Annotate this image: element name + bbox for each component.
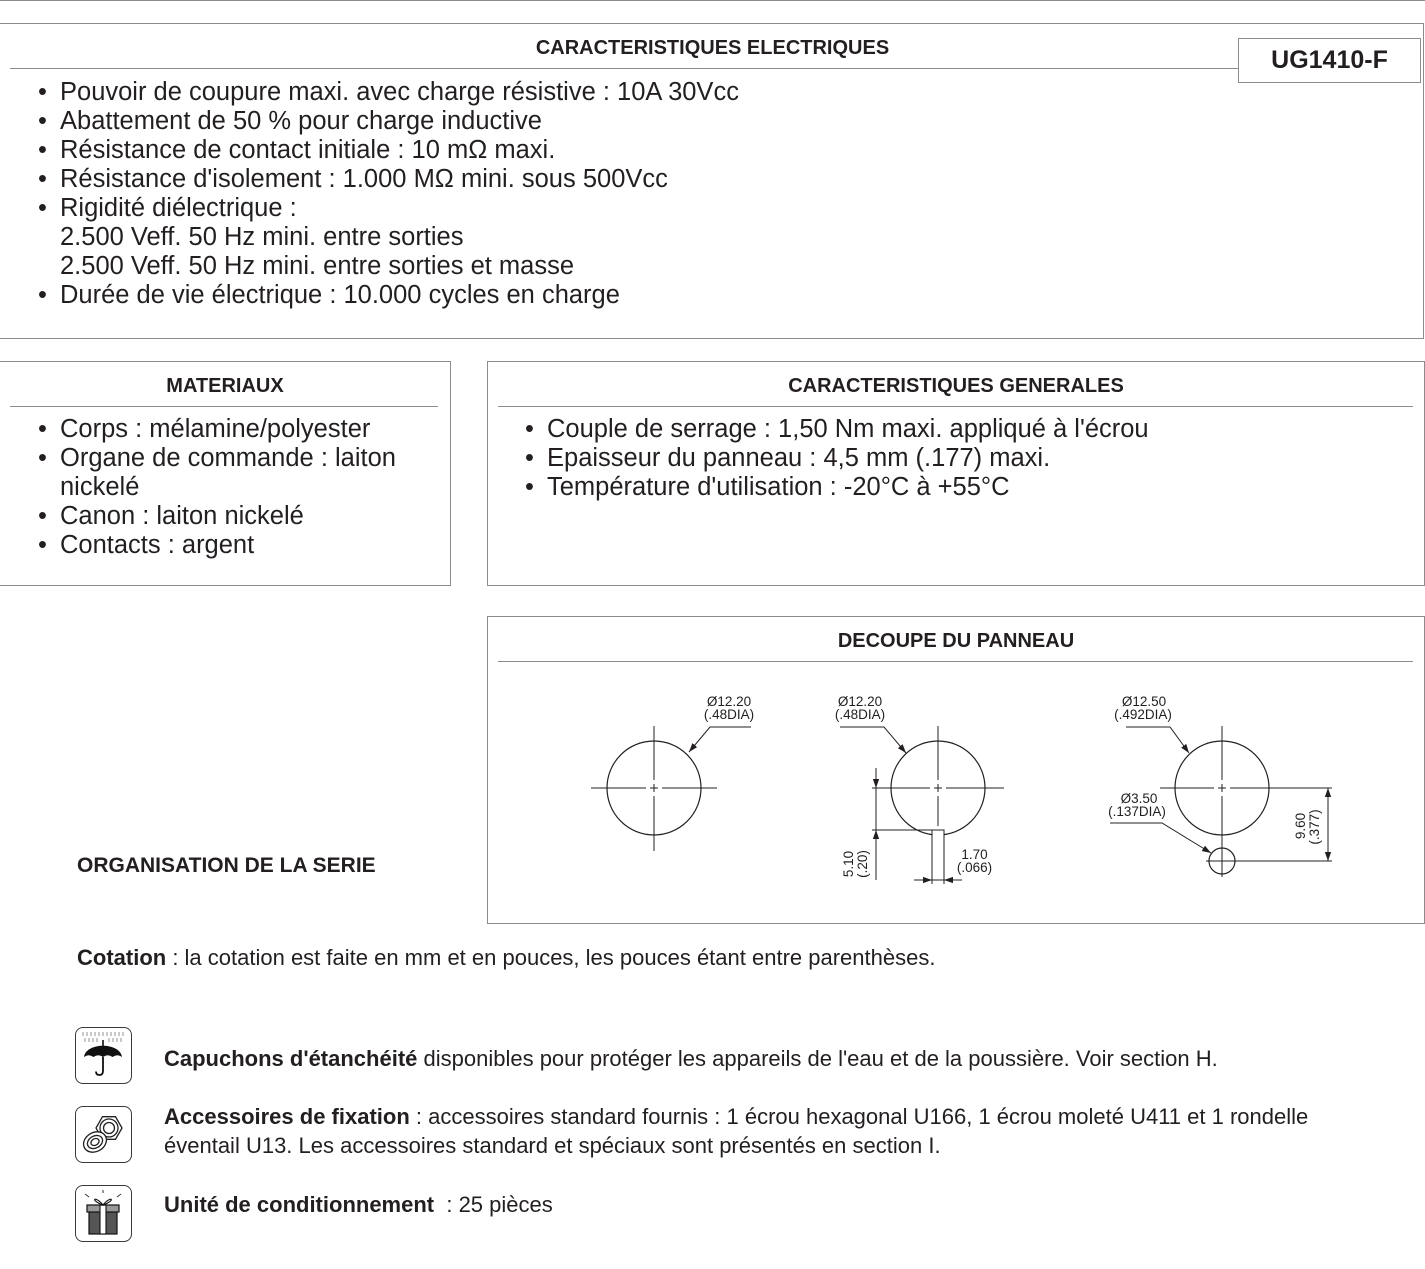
cutout-2-tab-gap bbox=[933, 831, 944, 840]
list-item: • Température d'utilisation : -20°C à +55°C bbox=[525, 473, 1149, 502]
nuts-icon bbox=[75, 1106, 132, 1163]
list-item bbox=[38, 281, 739, 310]
note-text-line2: éventail U13. Les accessoires standard et spéciaux sont présentés en section I. bbox=[164, 1133, 941, 1158]
materials-title: MATERIAUX bbox=[166, 375, 284, 397]
note-sealing-caps bbox=[164, 1044, 1218, 1073]
cutout-title: DECOUPE DU PANNEAU bbox=[837, 630, 1075, 652]
list-item: • Organe de commande : laiton nickelé bbox=[38, 444, 438, 502]
general-title: CARACTERISTIQUES GENERALES bbox=[788, 375, 1124, 397]
note-text: : accessoires standard fournis : 1 écrou hexagonal U166, 1 écrou moleté U411 et 1 rondelle bbox=[409, 1104, 1309, 1129]
dimensioning-label: Cotation bbox=[77, 945, 167, 970]
gift-box-icon bbox=[75, 1185, 132, 1242]
list-item: • Contacts : argent bbox=[38, 531, 438, 560]
electrical-title-rule bbox=[10, 68, 1238, 69]
list-item bbox=[38, 165, 739, 194]
product-reference: UG1410-F bbox=[1238, 38, 1421, 83]
list-item-subline: 2.500 Veff. 50 Hz mini. entre sorties et masse bbox=[60, 252, 575, 280]
cutout-2-centerlines bbox=[872, 726, 1004, 826]
note-packaging-unit bbox=[164, 1190, 553, 1219]
cutout-2-tab-height-mm: 5.10 bbox=[841, 850, 856, 878]
note-label: Capuchons d'étanchéité bbox=[164, 1046, 418, 1071]
list-item-text: Résistance de contact initiale : 10 mΩ maxi. bbox=[60, 136, 556, 164]
cutout-3-pin-diameter-in: (.137DIA) bbox=[1108, 804, 1166, 819]
cutout-3-pin-diameter-mm: Ø3.50 bbox=[1120, 791, 1158, 806]
cutout-3-pin-offset-mm: 9.60 bbox=[1293, 812, 1308, 840]
list-item bbox=[38, 194, 739, 281]
list-item-text: Résistance d'isolement : 1.000 MΩ mini. sous 500Vcc bbox=[60, 165, 668, 193]
cutout-2-tab-width-mm: 1.70 bbox=[961, 847, 988, 862]
cutout-1-diameter-in: (.48DIA) bbox=[703, 707, 755, 722]
list-item: • Epaisseur du panneau : 4,5 mm (.177) maxi. bbox=[525, 444, 1149, 473]
list-item-text: Abattement de 50 % pour charge inductive bbox=[60, 107, 542, 135]
list-item: • Canon : laiton nickelé bbox=[38, 502, 438, 531]
note-mounting-accessories bbox=[164, 1102, 1308, 1160]
list-item-text: Pouvoir de coupure maxi. avec charge résistive : 10A 30Vcc bbox=[60, 78, 739, 106]
series-title: ORGANISATION DE LA SERIE bbox=[77, 854, 376, 877]
list-item-text: Durée de vie électrique : 10.000 cycles en charge bbox=[60, 281, 620, 309]
note-label: Unité de conditionnement bbox=[164, 1192, 435, 1217]
cutout-3-diameter-mm: Ø12.50 bbox=[1121, 694, 1167, 709]
cutout-3-leader bbox=[1126, 727, 1189, 753]
cutout-1-centerlines bbox=[591, 726, 717, 851]
list-item bbox=[38, 107, 739, 136]
cutout-2-diameter-in: (.48DIA) bbox=[834, 707, 886, 722]
cutout-2-tab-height-in: (.20) bbox=[855, 850, 870, 878]
list-item: • Corps : mélamine/polyester bbox=[38, 415, 438, 444]
note-label: Accessoires de fixation bbox=[164, 1104, 410, 1129]
cutout-1-diameter-mm: Ø12.20 bbox=[706, 694, 752, 709]
cutout-3-pin-offset-in: (.377) bbox=[1307, 809, 1322, 845]
general-list bbox=[525, 415, 1149, 502]
dimensioning-note bbox=[77, 943, 935, 972]
list-item bbox=[38, 78, 739, 107]
cutout-2-leader bbox=[840, 727, 906, 753]
dimensioning-text: : la cotation est faite en mm et en pouces, les pouces étant entre parenthèses. bbox=[166, 945, 936, 970]
materials-list bbox=[38, 415, 438, 560]
panel-cutout-drawing bbox=[487, 666, 1424, 922]
list-item-text: Rigidité diélectrique : bbox=[60, 194, 297, 222]
note-text: disponibles pour protéger les appareils de l'eau et de la poussière. Voir section H. bbox=[417, 1046, 1218, 1071]
cutout-title-rule bbox=[498, 661, 1413, 662]
note-text: : 25 pièces bbox=[434, 1192, 553, 1217]
list-item: • Couple de serrage : 1,50 Nm maxi. appliqué à l'écrou bbox=[525, 415, 1149, 444]
electrical-list bbox=[38, 78, 739, 310]
cutout-2-diameter-mm: Ø12.20 bbox=[837, 694, 883, 709]
list-item-subline: 2.500 Veff. 50 Hz mini. entre sorties bbox=[60, 223, 464, 251]
umbrella-icon bbox=[75, 1027, 132, 1084]
page-top-rule bbox=[0, 0, 1425, 1]
general-title-rule bbox=[498, 406, 1413, 407]
cutout-1 bbox=[591, 726, 751, 851]
cutout-2-tab-width-in: (.066) bbox=[956, 860, 993, 875]
cutout-3-diameter-in: (.492DIA) bbox=[1114, 707, 1172, 722]
list-item bbox=[38, 136, 739, 165]
cutout-1-leader bbox=[689, 727, 751, 752]
electrical-title: CARACTERISTIQUES ELECTRIQUES bbox=[535, 37, 890, 59]
materials-title-rule bbox=[10, 406, 438, 407]
